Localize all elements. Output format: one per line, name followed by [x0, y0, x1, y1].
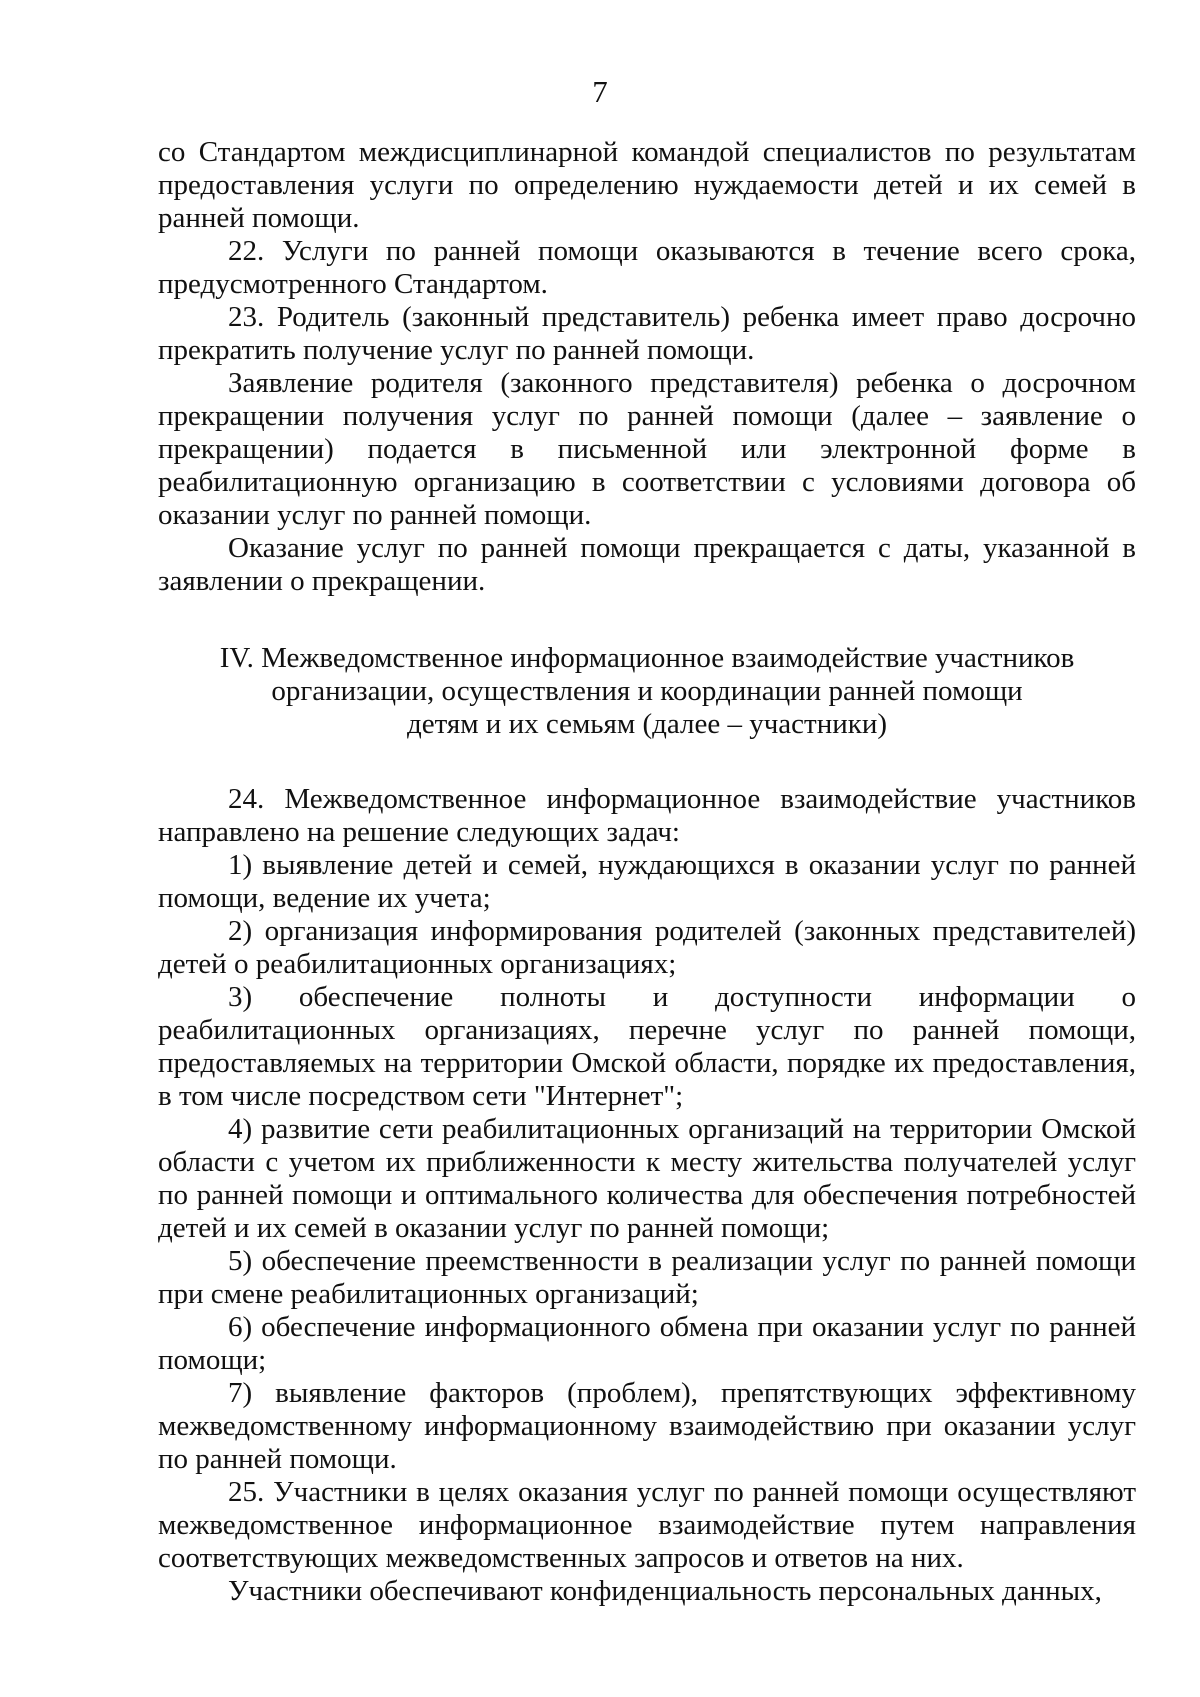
section-heading-line-3: детям и их семьям (далее – участники): [406, 708, 888, 740]
paragraph-continuation: со Стандартом междисциплинарной командой специалистов по результатам предоставления услуги по определению нуждаемости детей и их семей в ранней помощи.: [158, 136, 1136, 234]
paragraph-application: Заявление родителя (законного представителя) ребенка о досрочном прекращении получения услуг по ранней помощи (далее – заявление о прекращении) подается в письменной или электронной форме в реабилитационную организацию в соответствии с условиями договора об оказании услуг по ранней помощи.: [158, 367, 1136, 531]
list-item-5: 5) обеспечение преемственности в реализации услуг по ранней помощи при смене реабилитационных организаций;: [158, 1245, 1136, 1310]
paragraph-item-23: 23. Родитель (законный представитель) ребенка имеет право досрочно прекратить получение услуг по ранней помощи.: [158, 301, 1136, 366]
section-heading-line-1: IV. Межведомственное информационное взаимодействие участников: [219, 642, 1075, 674]
list-item-6: 6) обеспечение информационного обмена при оказании услуг по ранней помощи;: [158, 1311, 1136, 1376]
paragraph-item-24: 24. Межведомственное информационное взаимодействие участников направлено на решение следующих задач:: [158, 783, 1136, 848]
section-heading-line-2: организации, осуществления и координации ранней помощи: [271, 675, 1023, 707]
paragraph-confidentiality: Участники обеспечивают конфиденциальность персональных данных,: [228, 1575, 1102, 1607]
list-item-4: 4) развитие сети реабилитационных организаций на территории Омской области с учетом их приближенности к месту жительства получателей услуг по ранней помощи и оптимального количества для обеспечения потребностей детей и их семей в оказании услуг по ранней помощи;: [158, 1113, 1136, 1244]
paragraph-termination: Оказание услуг по ранней помощи прекращается с даты, указанной в заявлении о прекращении.: [158, 532, 1136, 597]
paragraph-item-25: 25. Участники в целях оказания услуг по ранней помощи осуществляют межведомственное информационное взаимодействие путем направления соответствующих межведомственных запросов и ответов на них.: [158, 1476, 1136, 1574]
page-number: 7: [592, 74, 608, 109]
list-item-7: 7) выявление факторов (проблем), препятствующих эффективному межведомственному информационному взаимодействию при оказании услуг по ранней помощи.: [158, 1377, 1136, 1475]
document-body: [158, 136, 1136, 1608]
list-item-1: 1) выявление детей и семей, нуждающихся в оказании услуг по ранней помощи, ведение их учета;: [158, 849, 1136, 914]
list-item-2: 2) организация информирования родителей (законных представителей) детей о реабилитационных организациях;: [158, 915, 1136, 980]
section-heading: [158, 642, 1136, 741]
paragraph-item-22: 22. Услуги по ранней помощи оказываются в течение всего срока, предусмотренного Стандартом.: [158, 235, 1136, 300]
list-item-3: 3) обеспечение полноты и доступности информации о реабилитационных организациях, перечне услуг по ранней помощи, предоставляемых на территории Омской области, порядке их предоставления, в том числе посредством сети "Интернет";: [158, 981, 1136, 1112]
